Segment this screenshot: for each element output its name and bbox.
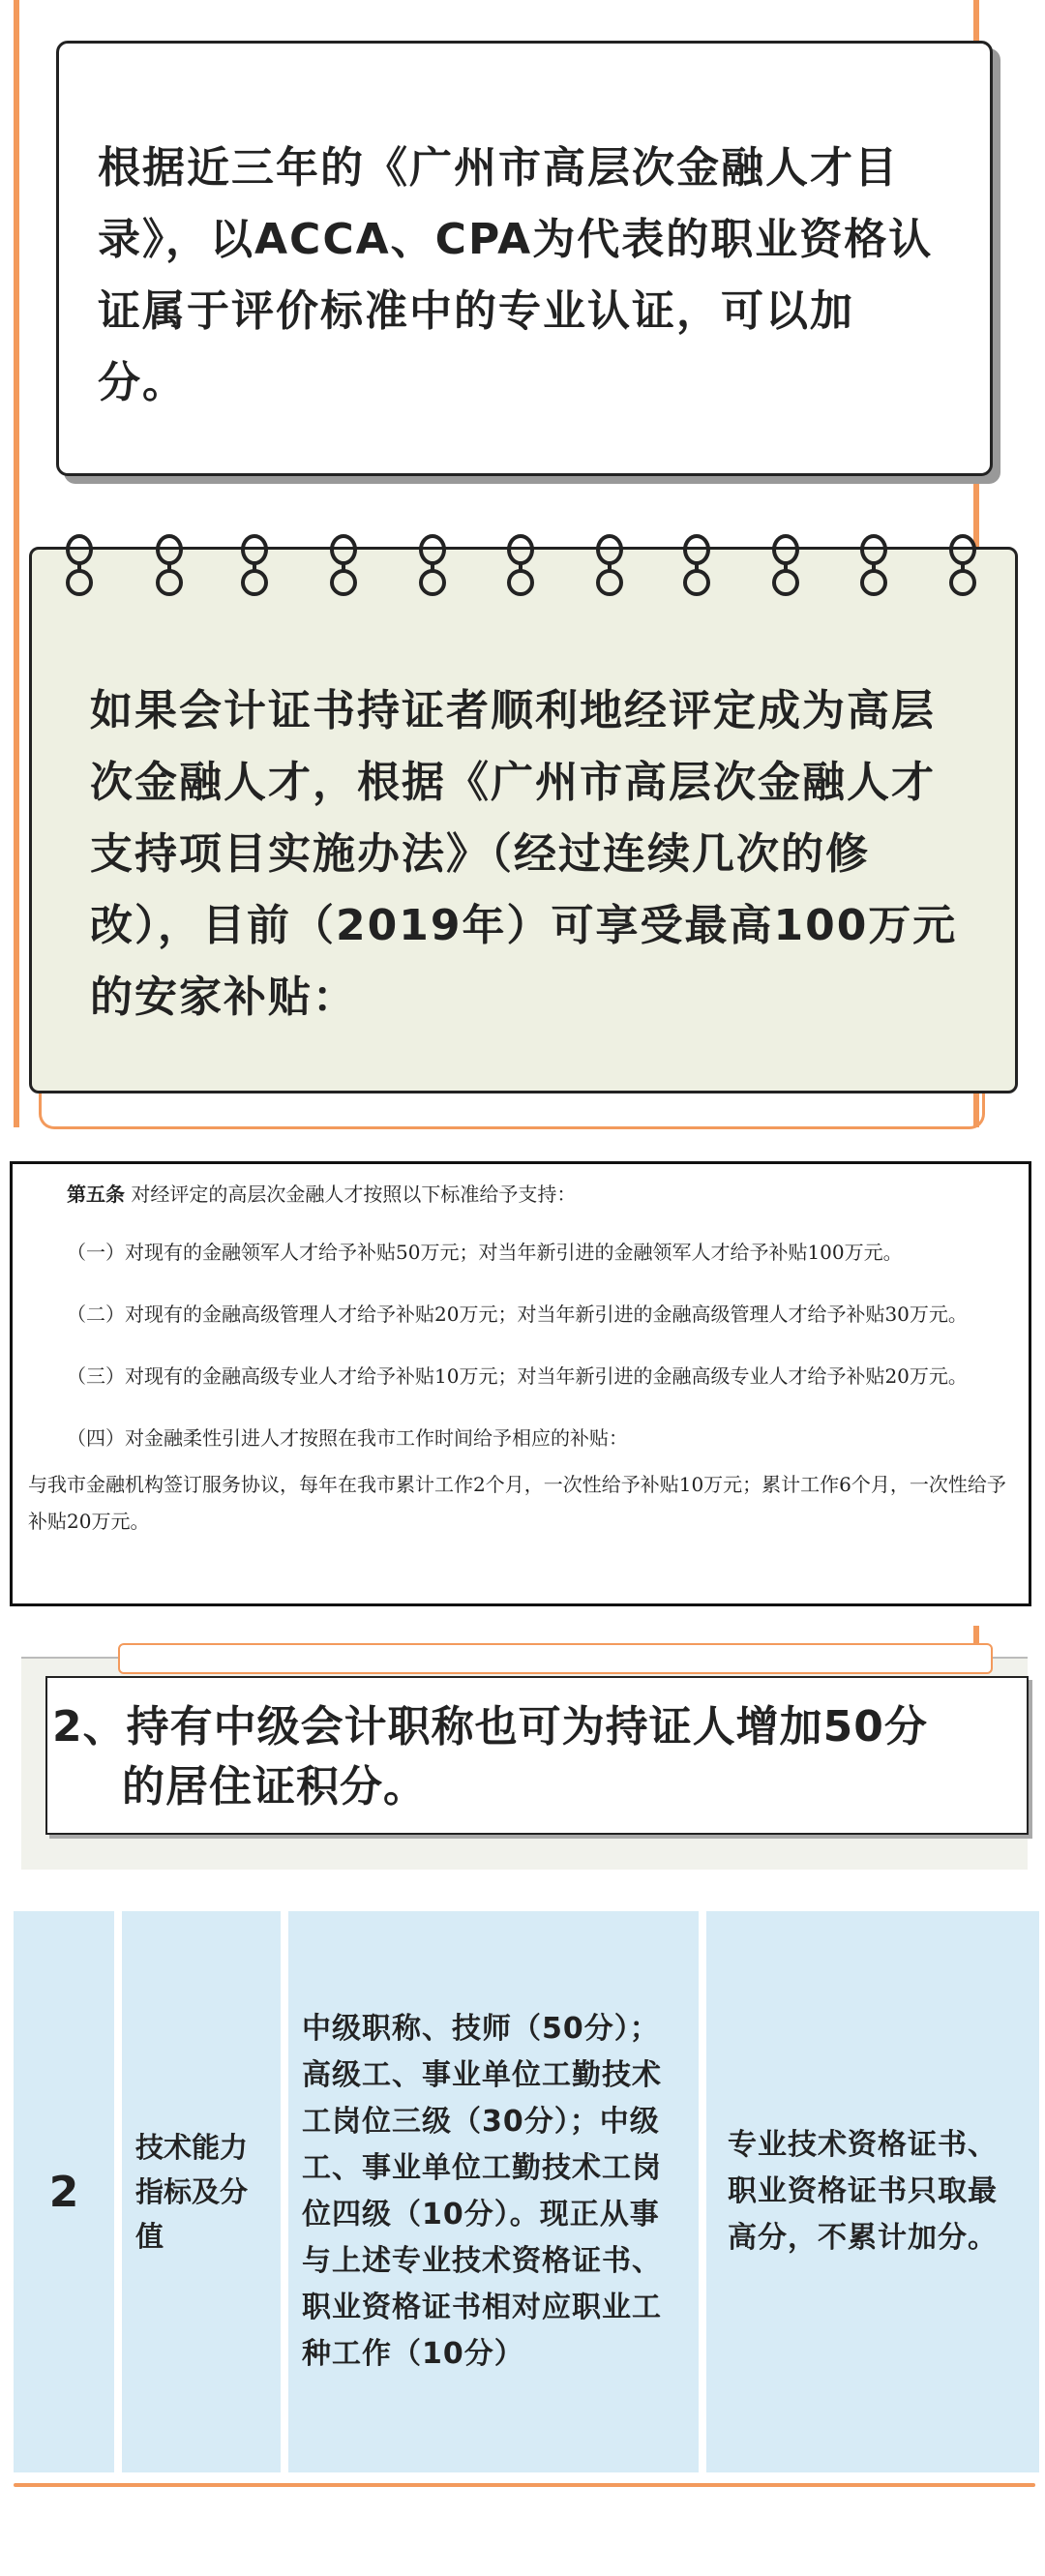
article-line — [28, 1176, 1013, 1213]
orange-frame — [39, 1092, 985, 1129]
spiral-ring-4 — [332, 536, 355, 594]
article-label: 第五条 — [67, 1183, 125, 1206]
points-table — [14, 1911, 1039, 2472]
banner-top-tab — [118, 1643, 993, 1674]
row-number: 2 — [48, 2167, 79, 2217]
section-heading-banner — [21, 1657, 1028, 1870]
spiral-ring-11 — [951, 536, 974, 594]
notebook-text: 如果会计证书持证者顺利地经评定成为高层次金融人才，根据《广州市高层次金融人才支持项目实施办法》（经过连续几次的修改），目前（2019年）可享受最高100万元的安家补贴： — [90, 686, 958, 1022]
spiral-binding — [0, 523, 1045, 610]
section-heading-line1: 2、持有中级会计职称也可为持证人增加50分 — [52, 1702, 928, 1752]
spiral-ring-10 — [862, 536, 885, 594]
bottom-orange-line — [14, 2483, 1035, 2487]
table-cell-note — [706, 1911, 1039, 2472]
spiral-ring-5 — [421, 536, 444, 594]
legal-item-4: （四）对金融柔性引进人才按照在我市工作时间给予相应的补贴： — [67, 1426, 628, 1450]
notebook-card — [29, 547, 1018, 1093]
spiral-ring-9 — [774, 536, 797, 594]
legal-excerpt — [10, 1161, 1031, 1606]
intro-text: 根据近三年的《广州市高层次金融人才目录》，以ACCA、CPA为代表的职业资格认证属于评价标准中的专业认证，可以加分。 — [98, 143, 934, 407]
spiral-ring-3 — [243, 536, 266, 594]
criteria-text: 中级职称、技师（50分）；高级工、事业单位工勤技术工岗位三级（30分）；中级工、事业单位工勤技术工岗位四级（10分）。现正从事与上述专业技术资格证书、职业资格证书相对应职业工种工作（10分） — [302, 2012, 662, 2371]
legal-item-2: （二）对现有的金融高级管理人才给予补贴20万元；对当年新引进的金融高级管理人才给予补贴30万元。 — [67, 1303, 968, 1326]
legal-item-5: 与我市金融机构签订服务协议，每年在我市累计工作2个月，一次性给予补贴10万元；累计工作6个月，一次性给予补贴20万元。 — [28, 1473, 1006, 1533]
spiral-ring-2 — [158, 536, 181, 594]
note-text: 专业技术资格证书、职业资格证书只取最高分，不累计加分。 — [728, 2128, 998, 2255]
spiral-ring-8 — [685, 536, 708, 594]
section-heading-line2: 的居住证积分。 — [122, 1762, 427, 1812]
section-heading — [52, 1697, 928, 1817]
intro-text-box — [56, 41, 993, 476]
table-cell-criteria — [288, 1911, 699, 2472]
legal-item-1: （一）对现有的金融领军人才给予补贴50万元；对当年新引进的金融领军人才给予补贴100万元。 — [67, 1241, 903, 1264]
category-text: 技术能力指标及分值 — [135, 2131, 249, 2253]
spiral-ring-1 — [68, 536, 91, 594]
table-cell-number — [14, 1911, 114, 2472]
spiral-ring-6 — [509, 536, 532, 594]
legal-item-3: （三）对现有的金融高级专业人才给予补贴10万元；对当年新引进的金融高级专业人才给予补贴20万元。 — [67, 1364, 968, 1388]
spiral-ring-7 — [598, 536, 621, 594]
article-text: 对经评定的高层次金融人才按照以下标准给予支持： — [131, 1183, 577, 1206]
table-cell-category — [122, 1911, 281, 2472]
